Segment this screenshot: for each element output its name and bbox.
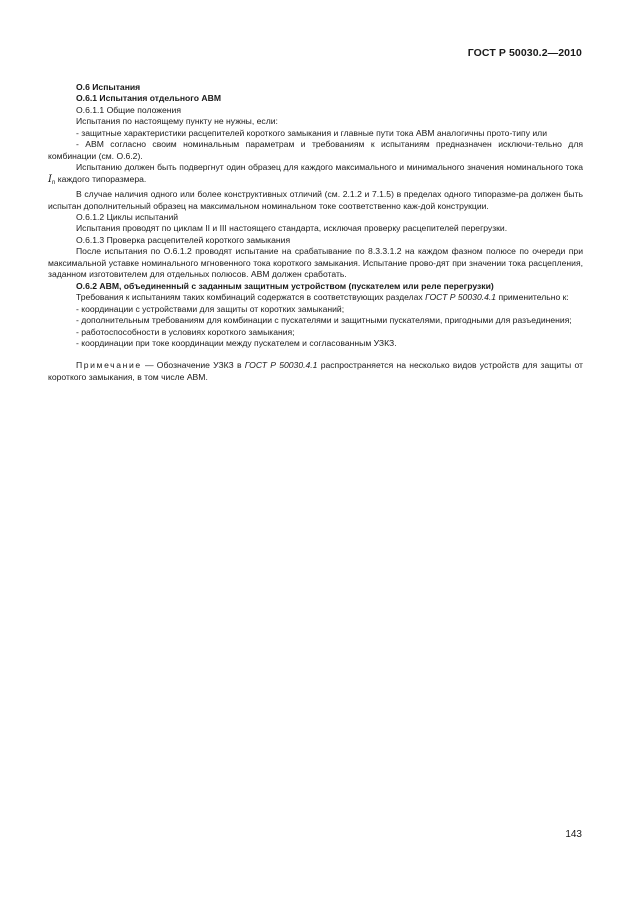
paragraph-text: применительно к: xyxy=(498,292,569,303)
paragraph: Испытания проводят по циклам II и III настоящего стандарта, исключая проверку расцепителей перегрузки. xyxy=(76,223,508,234)
paragraph-requirements xyxy=(48,292,583,303)
standard-reference: ГОСТ Р 50030.4.1 xyxy=(425,292,497,303)
paragraph: Испытания по настоящему пункту не нужны, если: xyxy=(76,116,278,127)
list-item: - координации с устройствами для защиты от коротких замыканий; xyxy=(76,303,345,314)
current-symbol-letter: I xyxy=(48,173,52,185)
list-item: - дополнительным требованиям для комбинации с пускателями и защитными пускателями, пригодными для разъединения; xyxy=(76,315,572,326)
paragraph-text: Требования к испытаниям таких комбинаций содержатся в соответствующих разделах xyxy=(76,292,423,303)
subsection-heading-o612: О.6.1.2 Циклы испытаний xyxy=(76,211,179,222)
page-number: 143 xyxy=(565,829,582,840)
note-text: распространяется на несколько видов устройств для защиты от короткого замыкания, в том числе АВМ. xyxy=(48,360,583,382)
paragraph-text: каждого типоразмера. xyxy=(57,173,147,184)
note xyxy=(48,360,583,383)
standard-reference: ГОСТ Р 50030.4.1 xyxy=(244,360,318,371)
subsection-heading-o613: О.6.1.3 Проверка расцепителей короткого замыкания xyxy=(76,234,291,245)
paragraph-text: Испытанию должен быть подвергнут один образец для каждого максимального и минимального значения номинального тока xyxy=(76,162,583,173)
section-heading-o61: О.6.1 Испытания отдельного АВМ xyxy=(76,93,221,104)
note-label: Примечание xyxy=(76,360,142,371)
paragraph: - АВМ согласно своим номинальным параметрам и требованиям к испытаниям предназначен исключи-тельно для комбинации (см. О.6.2). xyxy=(48,139,583,161)
subsection-heading-o611: О.6.1.1 Общие положения xyxy=(76,104,181,115)
current-symbol-subscript: n xyxy=(51,179,56,186)
note-text: — Обозначение УЗКЗ в xyxy=(144,360,242,371)
paragraph: - защитные характеристики расцепителей короткого замыкания и главные пути тока АВМ аналогичны прото-типу или xyxy=(76,127,547,138)
paragraph: В случае наличия одного или более конструктивных отличий (см. 2.1.2 и 7.1.5) в пределах одного типоразме-ра должен быть испытан дополнительный образец на максимальном номинальном токе соответственно каж-дой конструкции. xyxy=(48,189,583,211)
document-body xyxy=(48,82,583,383)
section-heading-o6: О.6 Испытания xyxy=(76,82,141,92)
standard-code-header: ГОСТ Р 50030.2—2010 xyxy=(467,47,582,59)
list-item: - работоспособности в условиях короткого замыкания; xyxy=(76,326,295,337)
paragraph-rated-current xyxy=(48,162,583,189)
section-heading-o62: О.6.2 АВМ, объединенный с заданным защитным устройством (пускателем или реле перегрузки) xyxy=(76,280,494,291)
spacer xyxy=(48,349,583,360)
current-symbol xyxy=(48,174,55,185)
paragraph: После испытания по О.6.1.2 проводят испытание на срабатывание по 8.3.3.1.2 на каждом фазном полюсе по очереди при максимальной уставке номинального мгновенного тока короткого замыкания. Испытание прово-дят при значении тока расцепления, заданном изготовителем для отдельных полюсов. АВМ должен сработать. xyxy=(48,246,583,280)
list-item: - координации при токе координации между пускателем и согласованным УЗКЗ. xyxy=(76,337,397,348)
